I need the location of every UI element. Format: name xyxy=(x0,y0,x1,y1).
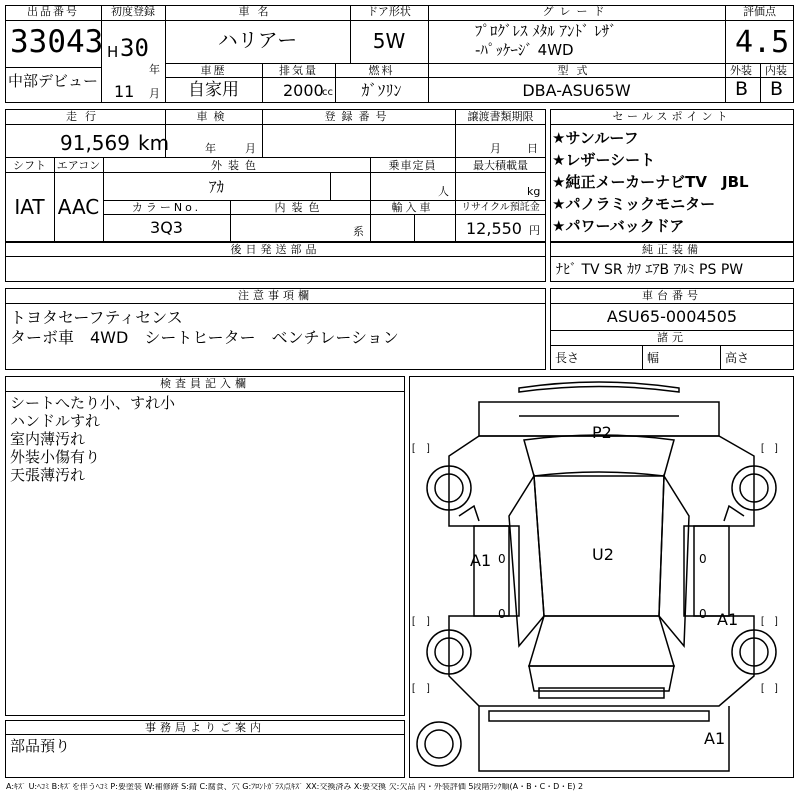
transfer-day-unit: 日 xyxy=(527,142,538,155)
damage-mark-rear: A1 xyxy=(704,729,726,748)
office-label: 事務局よりご案内 xyxy=(145,721,265,734)
registration-month: 11 xyxy=(114,82,135,101)
svg-text:]: ] xyxy=(775,443,778,454)
later-parts-label: 後日発送部品 xyxy=(230,243,321,256)
equipment: ﾅﾋﾞ TV SR ｶﾜ ｴｱB ｱﾙﾐ PS PW xyxy=(556,262,744,278)
zero-mark: 0 xyxy=(699,552,707,566)
zero-mark: 0 xyxy=(498,607,506,621)
fuel: ｶﾞｿﾘﾝ xyxy=(361,81,402,100)
inspector-line-5: 天張薄汚れ xyxy=(10,466,86,484)
sales-point-4: ★パノラミックモニター xyxy=(552,195,716,213)
history-label: 車歴 xyxy=(200,64,227,77)
car-name: ハリアー xyxy=(217,28,298,52)
model-label: 型式 xyxy=(557,64,596,77)
doors-label: ドア形状 xyxy=(367,5,411,18)
import-label: 輸入車 xyxy=(391,201,434,214)
mileage-unit: km xyxy=(138,131,170,155)
recycle-label: リサイクル預託金 xyxy=(461,202,540,213)
grade-line1: ﾌﾟﾛｸﾞﾚｽ ﾒﾀﾙ ｱﾝﾄﾞ ﾚｻﾞ xyxy=(475,22,617,40)
month-unit: 月 xyxy=(149,87,160,100)
recycle-unit: 円 xyxy=(529,224,540,237)
era: H xyxy=(107,43,119,61)
notes-line-1: トヨタセーフティセンス xyxy=(10,308,183,327)
exterior-grade: B xyxy=(735,78,749,100)
registration-year: 30 xyxy=(120,34,149,62)
transfer-label: 譲渡書類期限 xyxy=(467,110,534,123)
capacity-unit: 人 xyxy=(438,185,449,198)
debut-label: 中部デビュー xyxy=(8,72,99,90)
sales-point-2: ★レザーシート xyxy=(552,151,656,169)
height-label: 高さ xyxy=(725,351,750,365)
color-no: 3Q3 xyxy=(150,218,183,237)
capacity-label: 乗車定員 xyxy=(388,159,437,172)
max-load-unit: kg xyxy=(527,185,541,198)
displacement: 2000 xyxy=(283,81,324,100)
svg-text:[: [ xyxy=(412,616,415,627)
grade-line2: -ﾊﾟｯｹｰｼﾞ 4WD xyxy=(475,41,574,59)
ac-label: エアコン xyxy=(56,159,101,172)
displacement-unit: cc xyxy=(322,87,333,98)
dims-label: 諸元 xyxy=(657,331,687,344)
sales-points-label: セールスポイント xyxy=(612,110,732,123)
ext-color: ｱｶ xyxy=(208,178,224,196)
sales-point-1: ★サンルーフ xyxy=(552,129,639,147)
notes-line-2: ターボ車 4WD シートヒーター ベンチレーション xyxy=(10,328,399,347)
int-color-unit: 系 xyxy=(353,225,364,238)
sales-point-5: ★パワーバックドア xyxy=(552,217,685,235)
model: DBA-ASU65W xyxy=(522,81,631,100)
svg-text:[: [ xyxy=(412,683,415,694)
sales-point-3: ★純正メーカーナビTV JBL xyxy=(552,173,749,191)
transfer-month-unit: 月 xyxy=(490,142,501,155)
svg-text:]: ] xyxy=(427,443,430,454)
svg-text:]: ] xyxy=(775,616,778,627)
interior-label: 内装 xyxy=(765,64,787,77)
exterior-label: 外装 xyxy=(730,64,752,77)
svg-text:[: [ xyxy=(761,443,764,454)
history: 自家用 xyxy=(188,80,239,100)
displacement-label: 排気量 xyxy=(279,64,318,77)
shift: IAT xyxy=(14,195,45,219)
inspector-line-4: 外装小傷有り xyxy=(10,448,101,466)
office-text: 部品預り xyxy=(10,737,71,755)
mileage-label: 走行 xyxy=(66,110,104,123)
inspection-month-unit: 月 xyxy=(245,142,256,155)
score-label: 評価点 xyxy=(743,5,776,18)
chassis-number: ASU65-0004505 xyxy=(606,307,738,326)
color-no-label: カラーNo. xyxy=(131,201,202,214)
inspection-label: 車検 xyxy=(196,110,231,123)
shift-label: シフト xyxy=(13,159,46,172)
lot-number-label: 出品番号 xyxy=(27,5,79,18)
inspector-line-2: ハンドルすれ xyxy=(10,412,101,430)
recycle: 12,550 xyxy=(466,219,522,238)
svg-text:]: ] xyxy=(775,683,778,694)
first-registration-label: 初度登録 xyxy=(111,5,155,18)
lot-number: 33043 xyxy=(10,24,104,60)
svg-text:[: [ xyxy=(761,683,764,694)
fuel-label: 燃料 xyxy=(368,64,395,77)
grade-label: グレード xyxy=(542,5,611,18)
legend: A:ｷｽﾞ U:ﾍｺﾐ B:ｷｽﾞを伴うﾍｺﾐ P:要塗装 W:補修跡 S:錆 C:腐食、穴 G:ﾌﾛﾝﾄｶﾞﾗｽ点ｷｽﾞ XX:交換済み X:要交換 欠:欠品 内・外装評価 5段階ﾗﾝｸ順(A・B・C・D・E) 2 xyxy=(6,783,584,791)
notes-label: 注意事項欄 xyxy=(238,289,313,302)
ext-color-label: 外装色 xyxy=(211,159,262,172)
year-unit: 年 xyxy=(149,63,160,76)
zero-mark: 0 xyxy=(699,607,707,621)
inspector-line-1: シートへたり小、すれ小 xyxy=(10,394,176,412)
equipment-label: 純正装備 xyxy=(642,243,702,256)
length-label: 長さ xyxy=(555,351,580,365)
svg-text:]: ] xyxy=(427,683,430,694)
mileage: 91,569 xyxy=(60,131,130,155)
int-color-label: 内装色 xyxy=(274,201,326,214)
damage-mark-roof: P2 xyxy=(592,423,612,442)
inspector-label: 検査員記入欄 xyxy=(160,377,250,390)
zero-mark: 0 xyxy=(498,552,506,566)
damage-mark-left-side: A1 xyxy=(470,551,492,570)
svg-text:]: ] xyxy=(427,616,430,627)
svg-text:[: [ xyxy=(412,443,415,454)
doors: 5W xyxy=(372,29,406,53)
inspector-line-3: 室内薄汚れ xyxy=(10,430,86,448)
ac: AAC xyxy=(57,195,100,219)
damage-mark-center: U2 xyxy=(592,545,614,564)
chassis-label: 車台番号 xyxy=(642,289,702,302)
interior-grade: B xyxy=(770,78,784,100)
max-load-label: 最大積載量 xyxy=(473,159,528,172)
specs-section xyxy=(5,109,546,242)
damage-mark-right-side: A1 xyxy=(717,610,739,629)
score: 4.5 xyxy=(735,25,790,60)
reg-no-label: 登録番号 xyxy=(324,110,393,123)
car-name-label: 車名 xyxy=(238,5,277,18)
inspection-year-unit: 年 xyxy=(205,142,216,155)
svg-text:[: [ xyxy=(761,616,764,627)
width-label: 幅 xyxy=(647,351,660,365)
